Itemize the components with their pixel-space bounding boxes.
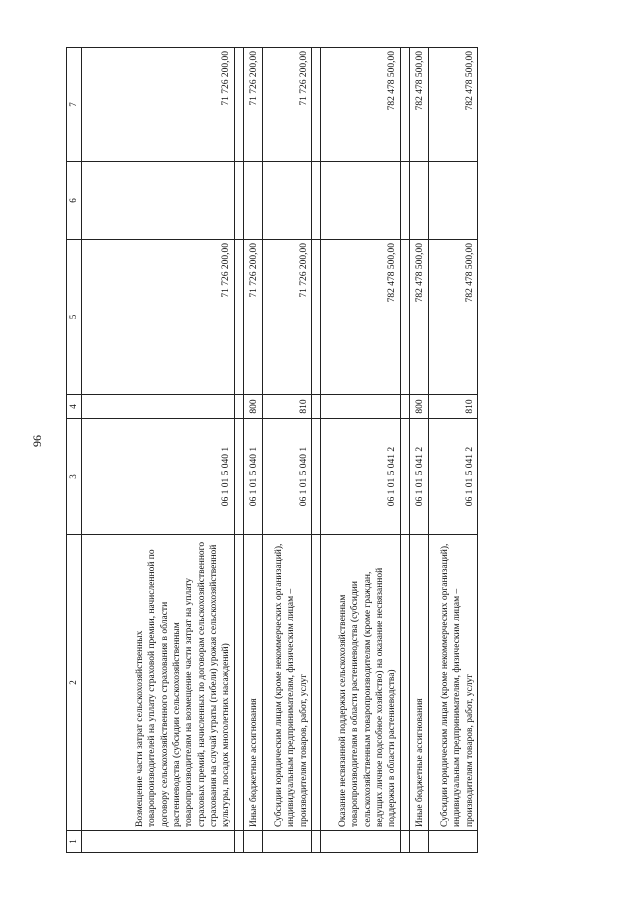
row-code: 06 1 01 5 040 1 bbox=[81, 419, 234, 535]
row-kvr bbox=[81, 395, 234, 419]
rotated-table-wrapper bbox=[66, 48, 478, 853]
row-name: Иные бюджетные ассигнования bbox=[243, 535, 262, 831]
table-row bbox=[409, 48, 428, 853]
row-name: Возмещение части затрат сельскохозяйственных товаропроизводителей на уплату страховой премии, начисленной по договору сельскохозяйственного страхования в области растениеводства (субсидии сельскохозяйственным товаропроизводителям на возмещение части затрат на уплату страховых премий, начисленных по договорам сельскохозяйственного страхования на случай утраты (гибели) урожая сельскохозяйственной культуры, посадок многолетних насаждений) bbox=[81, 535, 234, 831]
row-col-7: 71 726 200,00 bbox=[243, 48, 262, 162]
row-col-6 bbox=[262, 162, 311, 240]
row-code: 06 1 01 5 041 2 bbox=[409, 419, 428, 535]
row-name: Оказание несвязанной поддержки сельскохозяйственным товаропроизводителям в области растениеводства (субсидии сельскохозяйственным товаропроизводителям (кроме граждан, ведущих личное подсобное хозяйство) на оказание несвязанной поддержки в области растениеводства) bbox=[320, 535, 400, 831]
header-col-6: 6 bbox=[67, 162, 82, 240]
table-row bbox=[320, 48, 400, 853]
row-code: 06 1 01 5 040 1 bbox=[262, 419, 311, 535]
row-col-6 bbox=[243, 162, 262, 240]
row-col-6 bbox=[409, 162, 428, 240]
row-col-7: 782 478 500,00 bbox=[409, 48, 428, 162]
spacer-row bbox=[400, 48, 409, 853]
row-col-7: 71 726 200,00 bbox=[81, 48, 234, 162]
row-col-5: 782 478 500,00 bbox=[409, 240, 428, 395]
header-row bbox=[67, 48, 82, 853]
row-col-6 bbox=[428, 162, 477, 240]
row-col-5: 782 478 500,00 bbox=[320, 240, 400, 395]
row-col-5: 71 726 200,00 bbox=[243, 240, 262, 395]
row-kvr bbox=[320, 395, 400, 419]
row-col-7: 782 478 500,00 bbox=[320, 48, 400, 162]
header-col-3: 3 bbox=[67, 419, 82, 535]
row-col-1 bbox=[81, 831, 234, 853]
row-col-7: 71 726 200,00 bbox=[262, 48, 311, 162]
table-row bbox=[428, 48, 477, 853]
spacer-row bbox=[234, 48, 243, 853]
spacer-row bbox=[311, 48, 320, 853]
row-col-6 bbox=[81, 162, 234, 240]
header-col-7: 7 bbox=[67, 48, 82, 162]
page-number: 96 bbox=[30, 435, 44, 447]
header-col-2: 2 bbox=[67, 535, 82, 831]
row-col-1 bbox=[428, 831, 477, 853]
row-col-5: 71 726 200,00 bbox=[81, 240, 234, 395]
row-code: 06 1 01 5 040 1 bbox=[243, 419, 262, 535]
row-col-5: 71 726 200,00 bbox=[262, 240, 311, 395]
row-kvr: 810 bbox=[262, 395, 311, 419]
row-col-1 bbox=[320, 831, 400, 853]
budget-table bbox=[66, 47, 478, 853]
row-name: Иные бюджетные ассигнования bbox=[409, 535, 428, 831]
row-kvr: 800 bbox=[409, 395, 428, 419]
table-row bbox=[243, 48, 262, 853]
table-row bbox=[262, 48, 311, 853]
row-col-5: 782 478 500,00 bbox=[428, 240, 477, 395]
row-code: 06 1 01 5 041 2 bbox=[320, 419, 400, 535]
row-name: Субсидии юридическим лицам (кроме некоммерческих организаций), индивидуальным предпринимателям, физическим лицам – производителям товаров, работ, услуг bbox=[262, 535, 311, 831]
row-col-6 bbox=[320, 162, 400, 240]
table-row bbox=[81, 48, 234, 853]
header-col-5: 5 bbox=[67, 240, 82, 395]
row-kvr: 810 bbox=[428, 395, 477, 419]
row-code: 06 1 01 5 041 2 bbox=[428, 419, 477, 535]
row-col-1 bbox=[262, 831, 311, 853]
header-col-4: 4 bbox=[67, 395, 82, 419]
row-col-1 bbox=[243, 831, 262, 853]
row-kvr: 800 bbox=[243, 395, 262, 419]
row-name: Субсидии юридическим лицам (кроме некоммерческих организаций), индивидуальным предпринимателям, физическим лицам – производителям товаров, работ, услуг bbox=[428, 535, 477, 831]
header-col-1: 1 bbox=[67, 831, 82, 853]
row-col-1 bbox=[409, 831, 428, 853]
row-col-7: 782 478 500,00 bbox=[428, 48, 477, 162]
